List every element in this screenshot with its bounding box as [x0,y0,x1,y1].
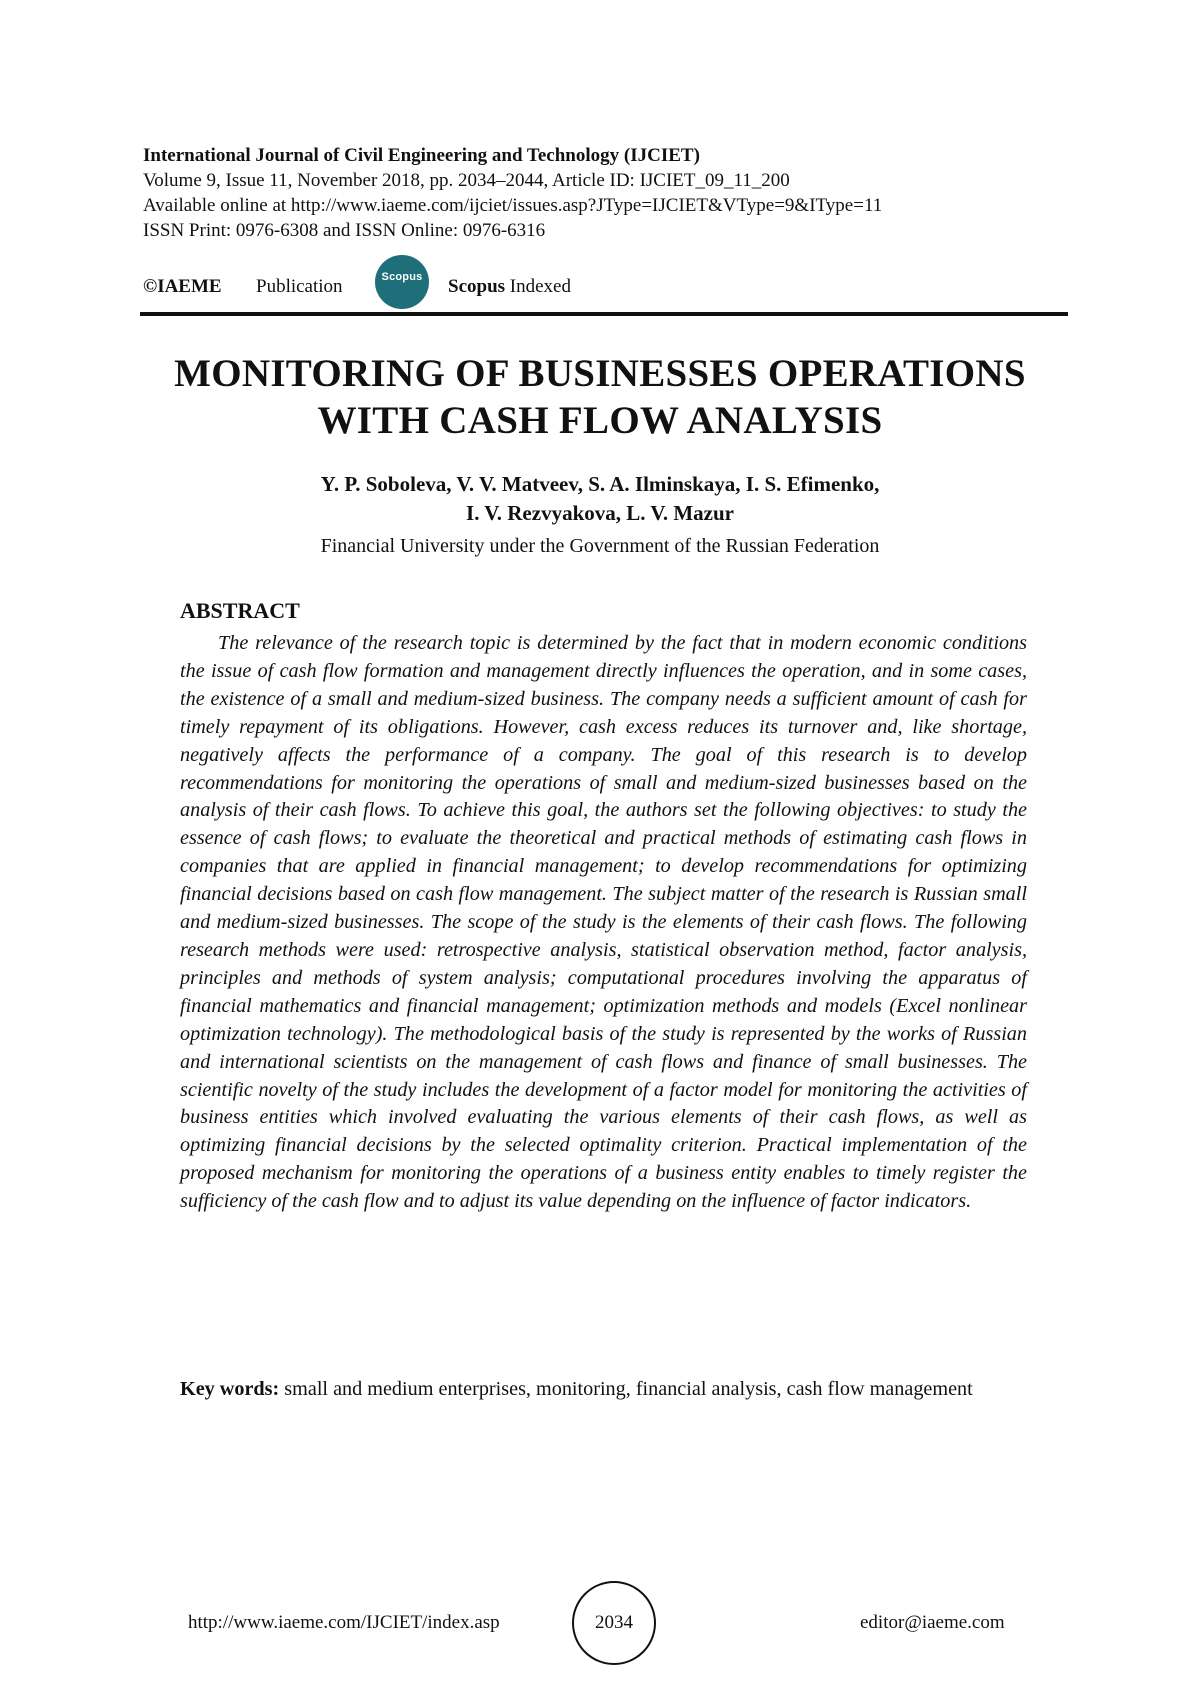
journal-name: International Journal of Civil Engineering and Technology (IJCIET) [143,145,700,166]
keywords-text: small and medium enterprises, monitoring, financial analysis, cash flow management [284,1378,973,1400]
keywords-label: Key words: [180,1378,280,1400]
authors-line-1: Y. P. Soboleva, V. V. Matveev, S. A. Ilminskaya, I. S. Efimenko, [320,472,880,496]
issn-line: ISSN Print: 0976-6308 and ISSN Online: 0976-6316 [143,220,546,241]
affiliation: Financial University under the Government of the Russian Federation [320,535,880,557]
author-list [120,470,1080,528]
available-online-line: Available online at http://www.iaeme.com/ijciet/issues.asp?JType=IJCIET&VType=9&IType=11 [143,195,883,216]
title-line-2: WITH CASH FLOW ANALYSIS [317,399,883,442]
volume-line: Volume 9, Issue 11, November 2018, pp. 2034–2044, Article ID: IJCIET_09_11_200 [143,170,790,191]
iaeme-label: ©IAEME [143,276,222,297]
title-line-1: MONITORING OF BUSINESSES OPERATIONS [174,352,1026,395]
authors-line-2: I. V. Rezvyakova, L. V. Mazur [466,501,734,525]
publication-row [143,255,1073,305]
scopus-logo-icon [375,255,429,309]
header-divider [140,312,1068,316]
abstract-text: The relevance of the research topic is determined by the fact that in modern economic conditions the issue of cash flow formation and management directly influences the operation, and in some cases, the existence of a small and medium-sized business. The company needs a sufficient amount of cash for timely repayment of its obligations. However, cash excess reduces its turnover and, like shortage, negatively affects the performance of a company. The goal of this research is to develop recommendations for monitoring the operations of small and medium-sized businesses based on the analysis of their cash flows. To achieve this goal, the authors set the following objectives: to study the essence of cash flows; to evaluate the theoretical and practical methods of estimating cash flows in companies that are applied in financial management; to develop recommendations for optimizing financial decisions based on cash flow management. The subject matter of the research is Russian small and medium-sized businesses. The scope of the study is the elements of their cash flows. The following research methods were used: retrospective analysis, statistical observation method, factor analysis, principles and methods of system analysis; computational procedures involving the apparatus of financial mathematics and financial management; optimization methods and models (Excel nonlinear optimization technology). The methodological basis of the study is represented by the works of Russian and international scientists on the management of cash flows and finance of small businesses. The scientific novelty of the study includes the development of a factor model for monitoring the activities of business entities which involved evaluating the various elements of their cash flows, as well as optimizing financial decisions by the selected optimality criterion. Practical implementation of the proposed mechanism for monitoring the operations of a business entity enables to timely register the sufficiency of the cash flow and to adjust its value depending on the influence of factor indicators. [180,632,1027,1213]
page-number-text: 2034 [595,1612,633,1633]
scopus-indexed-label: Scopus Indexed [448,276,571,297]
footer-email: editor@iaeme.com [860,1612,1005,1633]
paper-title [120,350,1080,444]
scopus-logo-text: Scopus [381,271,423,283]
page-number [572,1581,656,1665]
publication-label: Publication [256,276,343,297]
journal-header [143,143,1073,243]
abstract-heading: ABSTRACT [180,598,300,623]
keywords [180,1375,1027,1403]
footer-url: http://www.iaeme.com/IJCIET/index.asp [188,1612,500,1633]
